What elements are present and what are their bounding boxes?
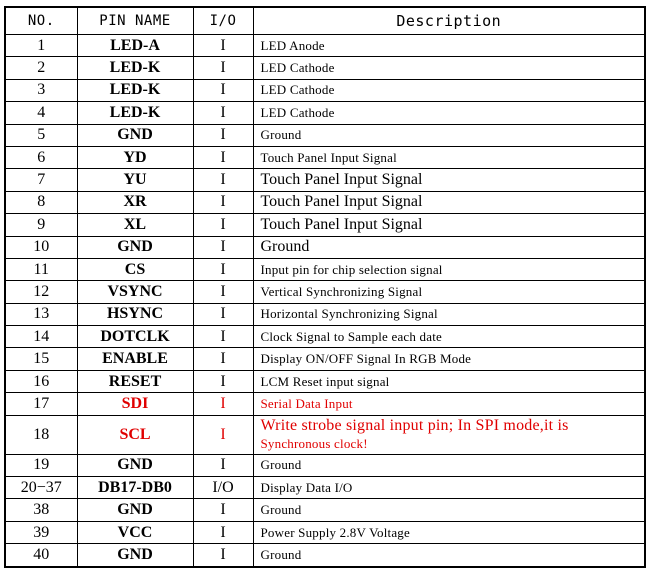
pin-description: Power Supply 2.8V Voltage xyxy=(253,521,645,543)
pin-io: I xyxy=(193,79,253,101)
pin-name: SCL xyxy=(77,415,193,454)
pin-name: LED-K xyxy=(77,57,193,79)
pin-name: LED-K xyxy=(77,102,193,124)
table-row xyxy=(5,169,645,191)
pin-name: VSYNC xyxy=(77,281,193,303)
pin-io: I xyxy=(193,124,253,146)
pin-description: LED Cathode xyxy=(253,79,645,101)
pin-description: Touch Panel Input Signal xyxy=(253,214,645,236)
header-description: Description xyxy=(253,7,645,35)
table-row xyxy=(5,258,645,280)
pin-description: Display ON/OFF Signal In RGB Mode xyxy=(253,348,645,370)
pin-io: I xyxy=(193,370,253,392)
pin-name: XR xyxy=(77,191,193,213)
header-io: I/O xyxy=(193,7,253,35)
table-header-row xyxy=(5,7,645,35)
pin-number: 10 xyxy=(5,236,77,258)
table-row xyxy=(5,191,645,213)
table-row xyxy=(5,393,645,415)
pin-io: I xyxy=(193,146,253,168)
pin-description-line-2: Synchronous clock! xyxy=(260,436,368,452)
pin-definition-table xyxy=(4,6,646,568)
pin-io: I xyxy=(193,348,253,370)
table-row xyxy=(5,499,645,521)
pin-number: 39 xyxy=(5,521,77,543)
pin-name: VCC xyxy=(77,521,193,543)
table-row xyxy=(5,370,645,392)
pin-number: 3 xyxy=(5,79,77,101)
table-row xyxy=(5,326,645,348)
pin-name: DOTCLK xyxy=(77,326,193,348)
pin-number: 19 xyxy=(5,454,77,476)
pin-description: Ground xyxy=(253,499,645,521)
pin-description: LED Cathode xyxy=(253,102,645,124)
pin-number: 15 xyxy=(5,348,77,370)
pin-description: LCM Reset input signal xyxy=(253,370,645,392)
pin-description: Ground xyxy=(253,236,645,258)
pin-description: Serial Data Input xyxy=(253,393,645,415)
pin-io: I xyxy=(193,521,253,543)
pin-name: LED-A xyxy=(77,35,193,57)
pin-number: 6 xyxy=(5,146,77,168)
pin-number: 5 xyxy=(5,124,77,146)
table-row xyxy=(5,303,645,325)
pin-io: I xyxy=(193,35,253,57)
pin-io: I xyxy=(193,415,253,454)
pin-number: 18 xyxy=(5,415,77,454)
pin-number: 20−37 xyxy=(5,477,77,499)
table-row xyxy=(5,146,645,168)
pin-name: GND xyxy=(77,124,193,146)
pin-description: Horizontal Synchronizing Signal xyxy=(253,303,645,325)
pin-name: SDI xyxy=(77,393,193,415)
pin-name: LED-K xyxy=(77,79,193,101)
pin-io: I/O xyxy=(193,477,253,499)
pin-description: Clock Signal to Sample each date xyxy=(253,326,645,348)
table-row xyxy=(5,477,645,499)
pin-description xyxy=(253,415,645,454)
pin-name: GND xyxy=(77,454,193,476)
pin-number: 13 xyxy=(5,303,77,325)
pin-description: Input pin for chip selection signal xyxy=(253,258,645,280)
pin-name: YU xyxy=(77,169,193,191)
pin-number: 12 xyxy=(5,281,77,303)
pin-description-line-1: Write strobe signal input pin; In SPI mode,it is xyxy=(260,417,569,435)
pin-io: I xyxy=(193,544,253,567)
pin-number: 8 xyxy=(5,191,77,213)
table-row xyxy=(5,214,645,236)
pin-io: I xyxy=(193,454,253,476)
pin-number: 14 xyxy=(5,326,77,348)
pin-name: ENABLE xyxy=(77,348,193,370)
pin-io: I xyxy=(193,258,253,280)
pin-description: Ground xyxy=(253,454,645,476)
pin-number: 1 xyxy=(5,35,77,57)
pin-number: 9 xyxy=(5,214,77,236)
pin-io: I xyxy=(193,281,253,303)
pin-name: YD xyxy=(77,146,193,168)
table-row xyxy=(5,79,645,101)
table-row xyxy=(5,544,645,567)
pin-number: 17 xyxy=(5,393,77,415)
pin-io: I xyxy=(193,214,253,236)
pin-io: I xyxy=(193,57,253,79)
pin-io: I xyxy=(193,499,253,521)
pin-number: 11 xyxy=(5,258,77,280)
pin-io: I xyxy=(193,326,253,348)
pin-number: 2 xyxy=(5,57,77,79)
pin-name: RESET xyxy=(77,370,193,392)
header-pin-name: PIN NAME xyxy=(77,7,193,35)
table-row xyxy=(5,124,645,146)
table-row xyxy=(5,236,645,258)
pin-number: 40 xyxy=(5,544,77,567)
pin-number: 38 xyxy=(5,499,77,521)
pin-io: I xyxy=(193,191,253,213)
pin-io: I xyxy=(193,393,253,415)
table-row xyxy=(5,102,645,124)
pin-io: I xyxy=(193,169,253,191)
pin-number: 4 xyxy=(5,102,77,124)
pin-io: I xyxy=(193,236,253,258)
pin-number: 7 xyxy=(5,169,77,191)
pin-description: Ground xyxy=(253,544,645,567)
pin-description: Touch Panel Input Signal xyxy=(253,169,645,191)
pin-description: LED Anode xyxy=(253,35,645,57)
pin-description: Vertical Synchronizing Signal xyxy=(253,281,645,303)
header-no: NO. xyxy=(5,7,77,35)
pin-io: I xyxy=(193,303,253,325)
pin-description: Ground xyxy=(253,124,645,146)
pin-io: I xyxy=(193,102,253,124)
table-row xyxy=(5,348,645,370)
table-row xyxy=(5,454,645,476)
pin-description: LED Cathode xyxy=(253,57,645,79)
pin-name: CS xyxy=(77,258,193,280)
pin-name: DB17-DB0 xyxy=(77,477,193,499)
table-row xyxy=(5,415,645,454)
pin-name: XL xyxy=(77,214,193,236)
table-row xyxy=(5,35,645,57)
pin-description: Touch Panel Input Signal xyxy=(253,146,645,168)
pin-name: GND xyxy=(77,236,193,258)
table-row xyxy=(5,281,645,303)
pin-name: GND xyxy=(77,499,193,521)
pin-name: HSYNC xyxy=(77,303,193,325)
pin-number: 16 xyxy=(5,370,77,392)
table-row xyxy=(5,57,645,79)
pin-description: Touch Panel Input Signal xyxy=(253,191,645,213)
pin-name: GND xyxy=(77,544,193,567)
pin-description: Display Data I/O xyxy=(253,477,645,499)
table-row xyxy=(5,521,645,543)
